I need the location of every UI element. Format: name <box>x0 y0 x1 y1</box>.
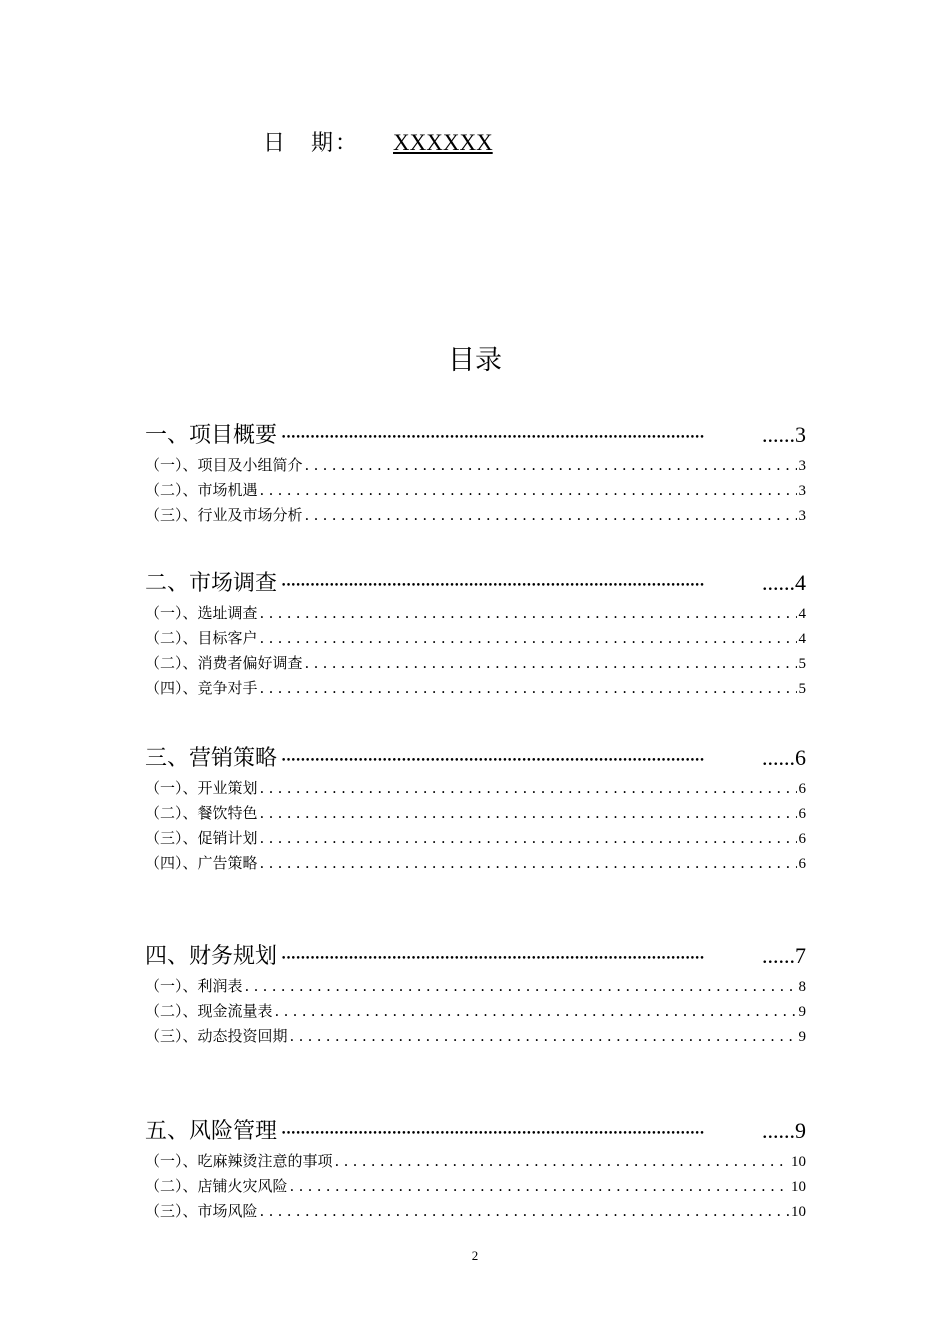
toc-entry-title: （三）、促销计划 <box>145 829 258 847</box>
toc-entry[interactable] <box>145 802 806 827</box>
toc-entry-page: 6 <box>798 781 806 797</box>
toc-section <box>145 418 806 529</box>
dot-leader <box>335 1152 789 1170</box>
dot-leader <box>281 750 758 769</box>
toc-entry-title: （二）、消费者偏好调查 <box>145 654 303 672</box>
toc-entry-page: 10 <box>791 1154 806 1170</box>
toc-entry-page: 6 <box>798 806 806 822</box>
dot-leader <box>275 1002 797 1020</box>
dot-leader <box>290 1177 789 1195</box>
toc-entry-page: 9 <box>798 1004 806 1020</box>
toc-heading-page: ...... 7 <box>762 943 806 969</box>
toc-entry-page: 6 <box>798 831 806 847</box>
toc-heading[interactable] <box>145 566 806 596</box>
toc-entry-title: （二）、店铺火灾风险 <box>145 1177 288 1195</box>
toc-entry-title: （三）、行业及市场分析 <box>145 506 303 524</box>
toc-entry-title: （二）、现金流量表 <box>145 1002 273 1020</box>
toc-entry-page: 10 <box>791 1179 806 1195</box>
toc-heading-title: 五、风险管理 <box>145 1119 278 1144</box>
toc-entry-page: 4 <box>798 606 806 622</box>
toc-entry[interactable] <box>145 602 806 627</box>
dot-leader <box>281 427 758 446</box>
toc-heading-page: ...... 3 <box>762 422 806 448</box>
dot-leader <box>260 854 797 872</box>
toc-entry-page: 5 <box>798 656 806 672</box>
toc-entry[interactable] <box>145 504 806 529</box>
toc-heading-title: 三、营销策略 <box>145 746 278 771</box>
toc-heading[interactable] <box>145 1114 806 1144</box>
toc-heading-title: 四、财务规划 <box>145 944 278 969</box>
toc-entry[interactable] <box>145 827 806 852</box>
toc-heading-page: ...... 4 <box>762 570 806 596</box>
toc-entry-page: 5 <box>798 681 806 697</box>
dot-leader <box>305 654 797 672</box>
toc-title: 目录 <box>448 345 502 376</box>
toc-entry-page: 8 <box>798 979 806 995</box>
toc-section <box>145 741 806 877</box>
toc-heading-title: 一、项目概要 <box>145 423 278 448</box>
toc-entry-title: （三）、市场风险 <box>145 1202 258 1220</box>
dot-leader <box>260 481 797 499</box>
toc-entry-title: （三）、动态投资回期 <box>145 1027 288 1045</box>
dot-leader <box>245 977 797 995</box>
date-value: XXXXXX <box>393 130 493 155</box>
dot-leader <box>260 829 797 847</box>
toc-entry-title: （二）、餐饮特色 <box>145 804 258 822</box>
dot-leader <box>260 804 797 822</box>
toc-heading[interactable] <box>145 418 806 448</box>
toc-entry-title: （一）、开业策划 <box>145 779 258 797</box>
toc-entry[interactable] <box>145 627 806 652</box>
toc-entry-title: （二）、市场机遇 <box>145 481 258 499</box>
dot-leader <box>260 679 797 697</box>
toc-entry-page: 9 <box>798 1029 806 1045</box>
toc-entry-page: 6 <box>798 856 806 872</box>
toc-entry[interactable] <box>145 1200 806 1225</box>
toc-entry-page: 3 <box>798 508 806 524</box>
toc-section <box>145 566 806 702</box>
dot-leader <box>260 629 797 647</box>
date-label: 日 期： <box>263 131 360 156</box>
toc-entry-title: （一）、吃麻辣烫注意的事项 <box>145 1152 333 1170</box>
toc-heading-page: ...... 9 <box>762 1118 806 1144</box>
toc-entry-page: 4 <box>798 631 806 647</box>
toc-entry-page: 3 <box>798 483 806 499</box>
toc-entry[interactable] <box>145 677 806 702</box>
toc-heading-page: ...... 6 <box>762 745 806 771</box>
toc-entry-title: （四）、竞争对手 <box>145 679 258 697</box>
toc-entry[interactable] <box>145 1025 806 1050</box>
toc-section <box>145 939 806 1050</box>
toc-entry[interactable] <box>145 454 806 479</box>
toc-entry-title: （一）、项目及小组简介 <box>145 456 303 474</box>
dot-leader <box>281 1123 758 1142</box>
toc-entry[interactable] <box>145 1175 806 1200</box>
toc-entry-page: 3 <box>798 458 806 474</box>
toc-heading-title: 二、市场调查 <box>145 571 278 596</box>
toc-entry[interactable] <box>145 652 806 677</box>
toc-entry[interactable] <box>145 852 806 877</box>
dot-leader <box>260 779 797 797</box>
dot-leader <box>281 948 758 967</box>
toc-heading[interactable] <box>145 939 806 969</box>
dot-leader <box>305 506 797 524</box>
date-line <box>263 126 493 157</box>
dot-leader <box>260 604 797 622</box>
toc-entry[interactable] <box>145 1150 806 1175</box>
toc-entry[interactable] <box>145 777 806 802</box>
dot-leader <box>305 456 797 474</box>
toc-heading[interactable] <box>145 741 806 771</box>
toc-entry-title: （一）、选址调查 <box>145 604 258 622</box>
toc-entry[interactable] <box>145 975 806 1000</box>
toc-entry-title: （四）、广告策略 <box>145 854 258 872</box>
toc-section <box>145 1114 806 1225</box>
toc-entry[interactable] <box>145 479 806 504</box>
toc-entry-page: 10 <box>791 1204 806 1220</box>
dot-leader <box>281 575 758 594</box>
dot-leader <box>290 1027 797 1045</box>
dot-leader <box>260 1202 789 1220</box>
page-number: 2 <box>471 1248 479 1263</box>
toc-entry-title: （二）、目标客户 <box>145 629 258 647</box>
toc-entry-title: （一）、利润表 <box>145 977 243 995</box>
toc-entry[interactable] <box>145 1000 806 1025</box>
